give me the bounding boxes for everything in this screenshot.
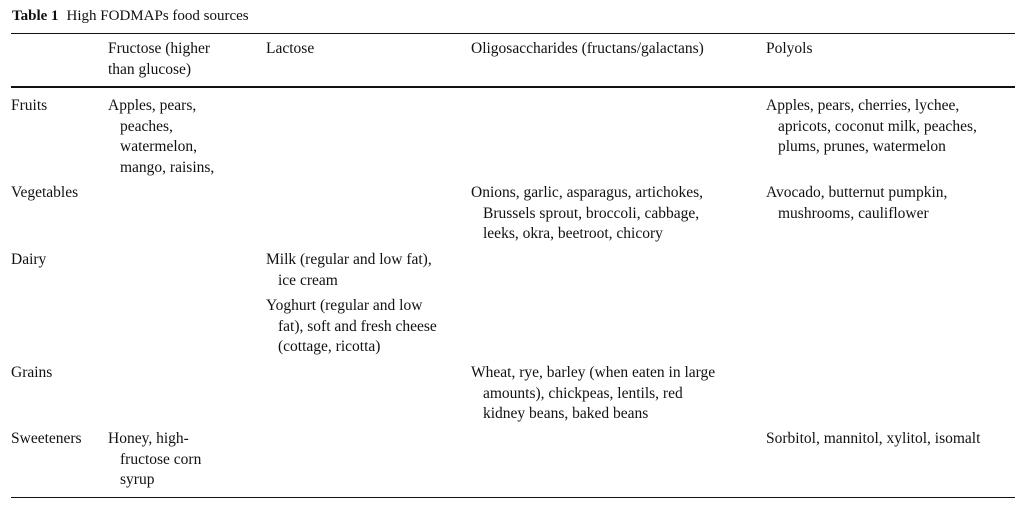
row-label-sweeteners [11, 429, 82, 450]
table-label: Table 1 [12, 8, 59, 24]
fruits-polyols-cell [766, 96, 977, 158]
cell-line: Apples, pears, cherries, lychee, [766, 97, 960, 114]
cell-line: mango, raisins, [120, 158, 215, 176]
header-polyols [766, 39, 813, 60]
cell-line: plums, prunes, watermelon [778, 138, 946, 155]
cell-line: apricots, coconut milk, peaches, [778, 117, 977, 135]
cell-line: Honey, high- [108, 430, 189, 447]
row-label-fruits [11, 96, 47, 117]
row-label: Vegetables [11, 184, 79, 201]
row-label: Sweeteners [11, 430, 82, 447]
cell-line: watermelon, [120, 138, 198, 155]
row-label: Fruits [11, 97, 48, 114]
cell-line: kidney beans, baked beans [483, 405, 649, 422]
cell-line: amounts), chickpeas, lentils, red [483, 384, 683, 402]
top-rule [11, 33, 1015, 34]
table-title: High FODMAPs food sources [66, 8, 249, 24]
cell-line: Avocado, butternut pumpkin, [766, 184, 948, 201]
cell-line: Milk (regular and low fat), [266, 251, 432, 268]
cell-line: peaches, [120, 117, 173, 135]
row-label: Dairy [11, 251, 47, 268]
cell-line: leeks, okra, beetroot, chicory [483, 225, 663, 242]
vegetables-polyols-cell [766, 183, 947, 224]
header-lactose [266, 39, 314, 60]
header-text: Oligosaccharides (fructans/galactans) [471, 40, 704, 57]
cell-line: syrup [120, 471, 155, 488]
cell-line: Sorbitol, mannitol, xylitol, isomalt [766, 430, 981, 447]
cell-line: Brussels sprout, broccoli, cabbage, [483, 204, 700, 222]
cell-line: (cottage, ricotta) [278, 338, 381, 355]
cell-line: fat), soft and fresh cheese [278, 317, 437, 335]
cell-line: Apples, pears, [108, 97, 197, 114]
vegetables-oligosaccharides-cell [471, 183, 703, 245]
fruits-fructose-cell [108, 96, 214, 178]
header-text: than glucose) [108, 60, 192, 78]
dairy-lactose-cell-yoghurt [266, 296, 437, 358]
cell-line: ice cream [278, 271, 338, 289]
table-caption [12, 6, 249, 26]
cell-line: fructose corn [120, 450, 202, 468]
grains-oligosaccharides-cell [471, 363, 715, 425]
header-oligosaccharides [471, 39, 704, 60]
header-text: Polyols [766, 40, 813, 57]
header-text: Lactose [266, 40, 315, 57]
dairy-lactose-cell-milk [266, 250, 432, 291]
sweeteners-fructose-cell [108, 429, 201, 491]
row-label-grains [11, 363, 52, 384]
row-label: Grains [11, 364, 53, 381]
cell-line: Onions, garlic, asparagus, artichokes, [471, 184, 704, 201]
cell-line: Yoghurt (regular and low [266, 297, 423, 314]
row-label-dairy [11, 250, 46, 271]
header-fructose [108, 39, 210, 80]
cell-line: mushrooms, cauliflower [778, 204, 929, 222]
row-label-vegetables [11, 183, 78, 204]
sweeteners-polyols-cell [766, 429, 980, 450]
header-text: Fructose (higher [108, 40, 211, 57]
cell-line: Wheat, rye, barley (when eaten in large [471, 364, 716, 381]
header-rule [11, 86, 1015, 88]
bottom-rule [11, 497, 1015, 498]
